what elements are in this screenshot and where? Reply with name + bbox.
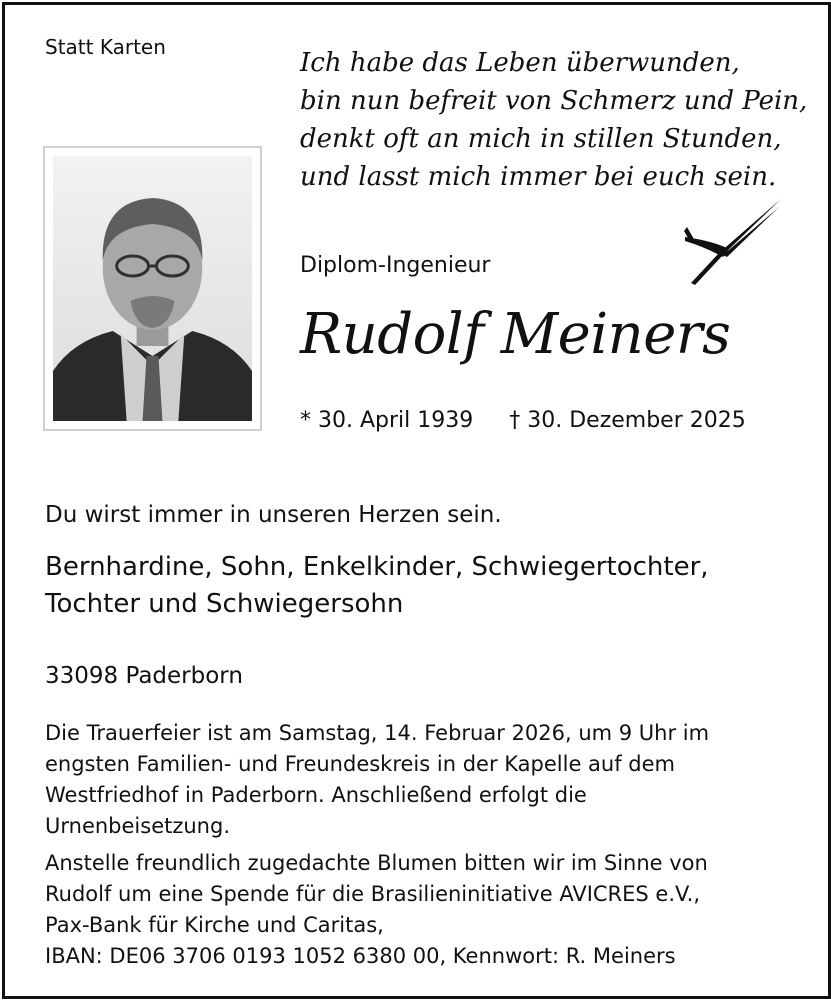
deceased-name: Rudolf Meiners — [300, 302, 731, 367]
funeral-line: engsten Familien- und Freundeskreis in der Kapelle auf dem — [45, 752, 675, 776]
glider-icon — [683, 197, 783, 289]
family-line: Bernhardine, Sohn, Enkelkinder, Schwiegertochter, — [45, 552, 709, 582]
poem-line: und lasst mich immer bei euch sein. — [300, 162, 777, 192]
portrait-icon — [53, 156, 252, 421]
academic-title: Diplom-Ingenieur — [300, 253, 491, 278]
family-line: Tochter und Schwiegersohn — [45, 589, 404, 619]
donation-line: Rudolf um eine Spende für die Brasilieninitiative AVICRES e.V., — [45, 882, 701, 906]
portrait-photo — [43, 146, 262, 431]
funeral-info — [45, 718, 709, 842]
funeral-line: Westfriedhof in Paderborn. Anschließend erfolgt die — [45, 783, 587, 807]
poem-line: bin nun befreit von Schmerz und Pein, — [300, 86, 808, 116]
family-names — [45, 549, 709, 623]
birth-date: * 30. April 1939 — [300, 408, 474, 433]
poem-line: Ich habe das Leben überwunden, — [300, 48, 740, 78]
funeral-line: Urnenbeisetzung. — [45, 814, 231, 838]
donation-line: Anstelle freundlich zugedachte Blumen bitten wir im Sinne von — [45, 851, 708, 875]
motto: Du wirst immer in unseren Herzen sein. — [45, 502, 502, 528]
donation-line: IBAN: DE06 3706 0193 1052 6380 00, Kennwort: R. Meiners — [45, 944, 676, 968]
donation-line: Pax-Bank für Kirche und Caritas, — [45, 913, 384, 937]
life-dates — [300, 408, 746, 433]
poem — [300, 44, 807, 196]
funeral-line: Die Trauerfeier ist am Samstag, 14. Februar 2026, um 9 Uhr im — [45, 721, 710, 745]
death-date: † 30. Dezember 2025 — [509, 408, 746, 433]
header-note: Statt Karten — [45, 35, 166, 59]
city: 33098 Paderborn — [45, 663, 243, 689]
poem-line: denkt oft an mich in stillen Stunden, — [300, 124, 782, 154]
donation-info — [45, 848, 708, 972]
